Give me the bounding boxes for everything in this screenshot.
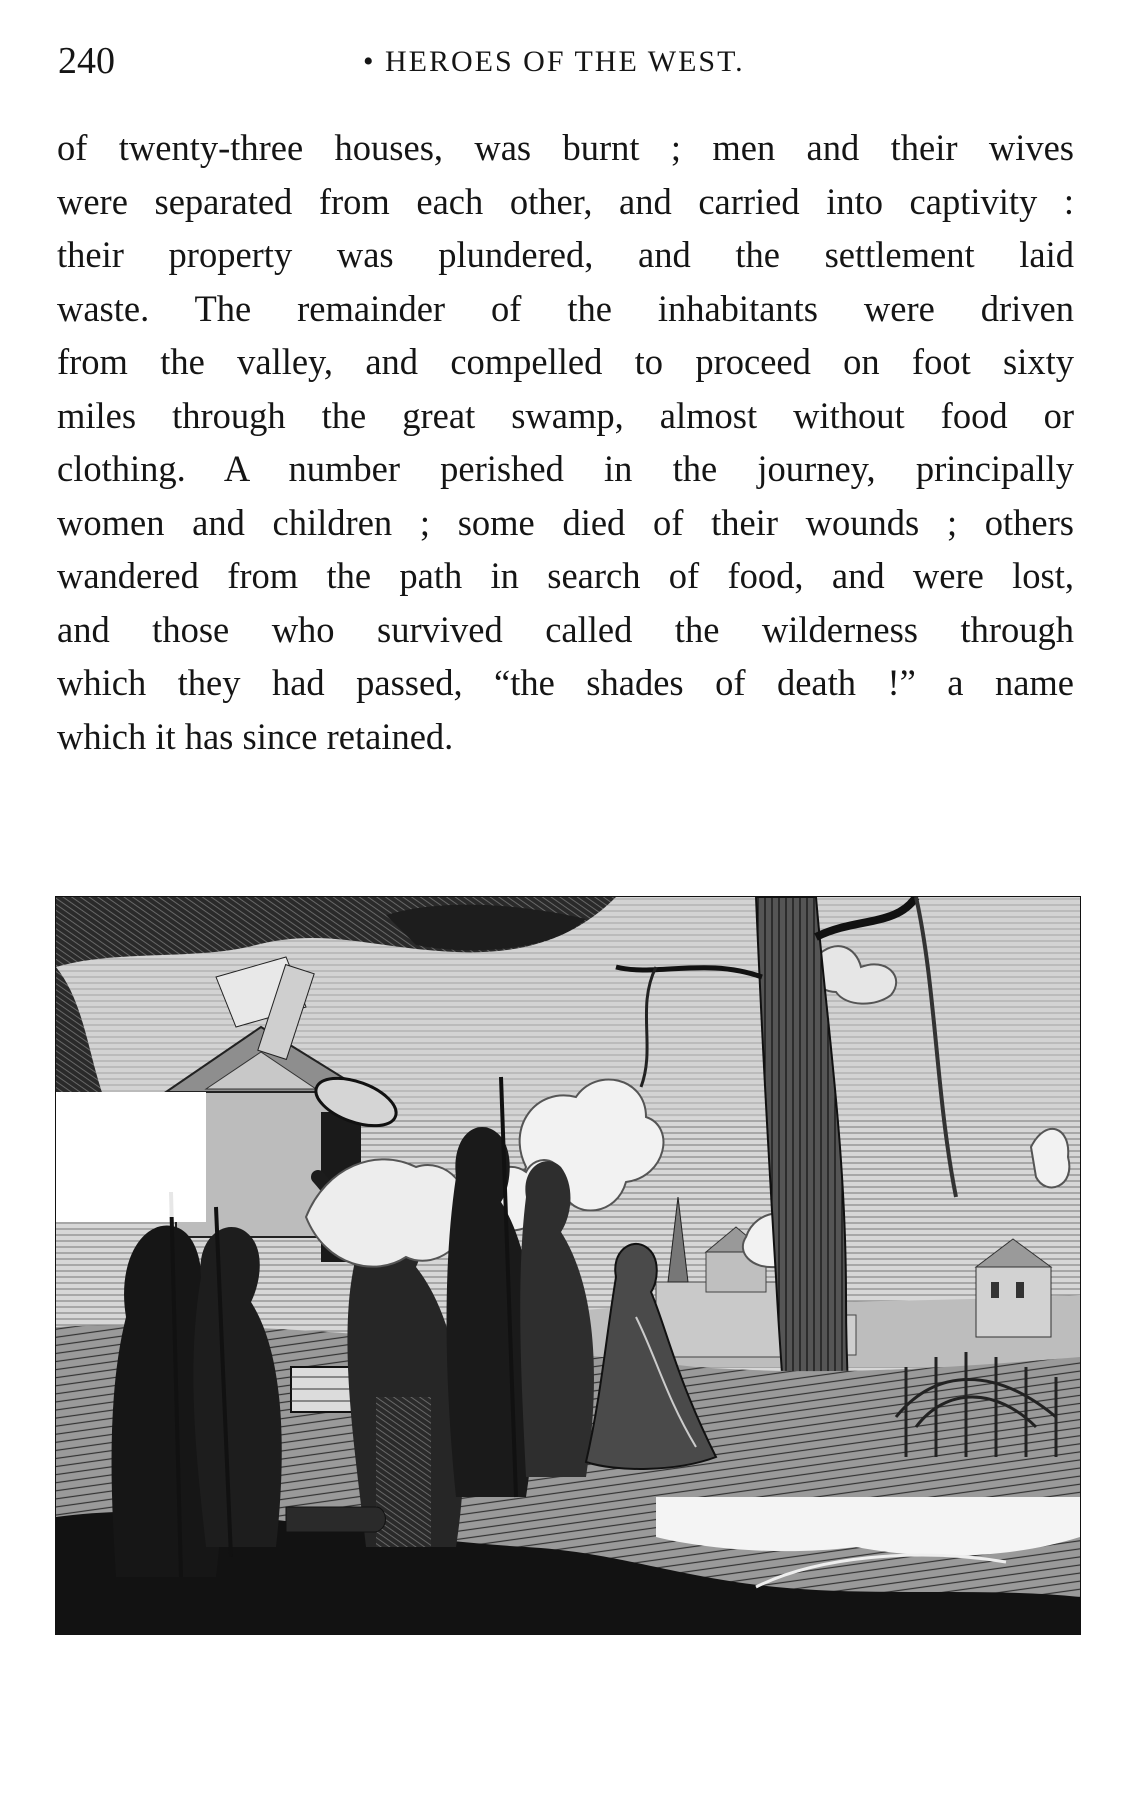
text-line: clothing. A number perished in the journey, principally (57, 448, 1074, 489)
text-line: of twenty-three houses, was burnt ; men and their wives (57, 127, 1074, 168)
page-number: 240 (58, 40, 115, 82)
engraving-drawing (56, 897, 1080, 1634)
engraving-illustration (55, 896, 1081, 1635)
running-head (58, 36, 1073, 86)
text-line: miles through the great swamp, almost without food or (57, 394, 1074, 436)
text-line: were separated from each other, and carried into captivity : (57, 180, 1074, 222)
text-line: from the valley, and compelled to proceed on foot sixty (57, 341, 1074, 382)
text-line: which it has since retained. (57, 715, 454, 757)
text-line: waste. The remainder of the inhabitants were driven (57, 287, 1074, 329)
text-line: and those who survived called the wilderness through (57, 608, 1074, 650)
body-paragraph (57, 121, 1074, 763)
text-line: which they had passed, “the shades of death !” a name (57, 662, 1074, 703)
running-title: • HEROES OF THE WEST. (363, 45, 745, 78)
text-line: wandered from the path in search of food, and were lost, (57, 555, 1074, 596)
text-line: women and children ; some died of their wounds ; others (57, 501, 1074, 543)
text-line: their property was plundered, and the settlement laid (57, 234, 1074, 275)
